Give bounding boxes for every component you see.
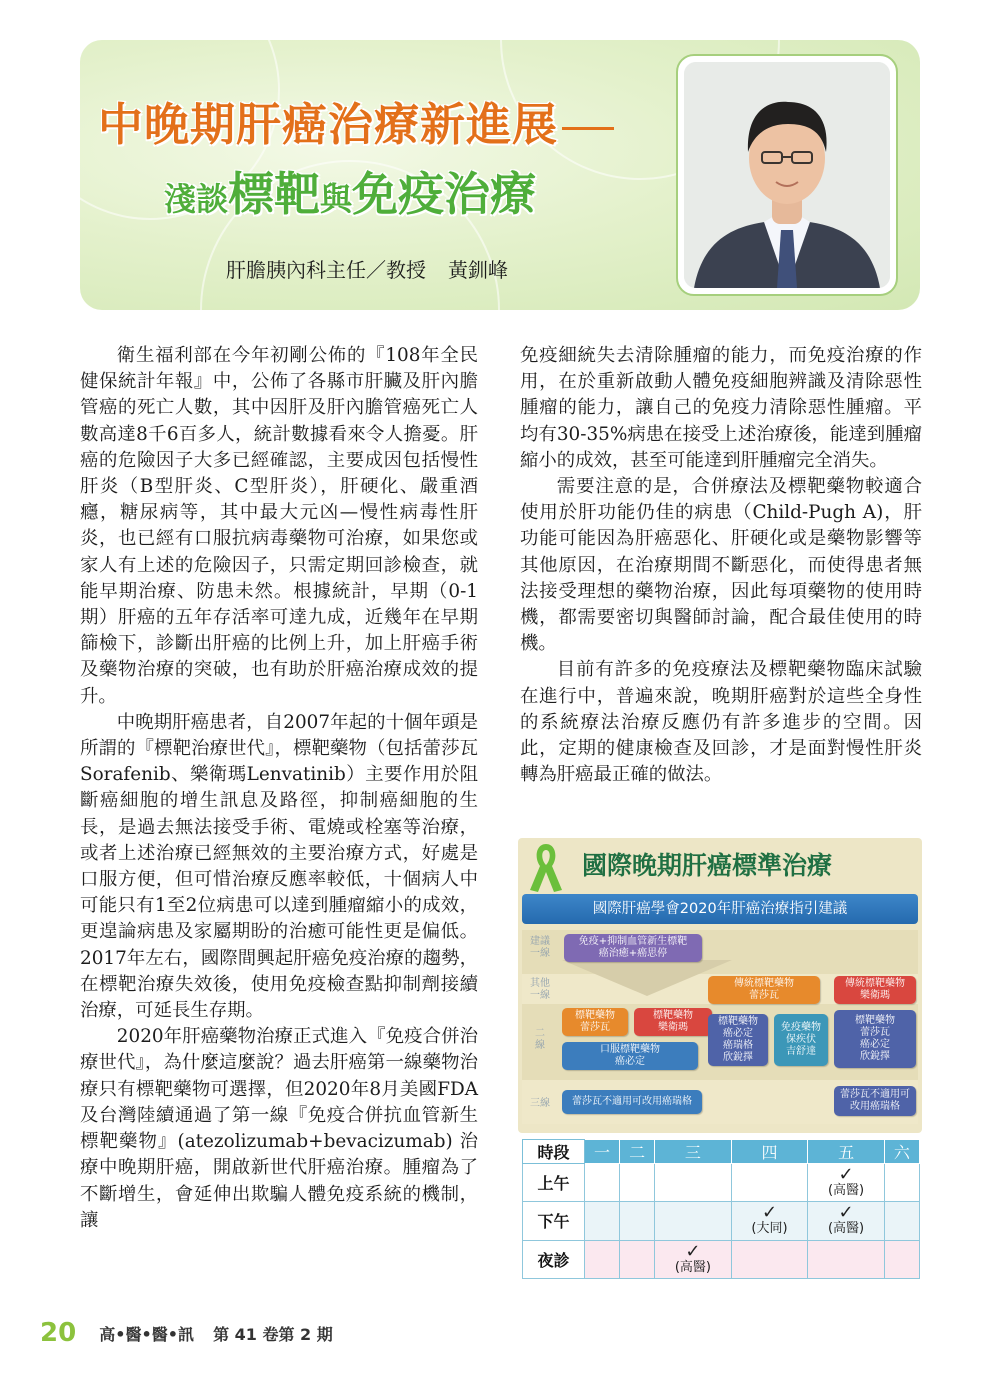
paragraph: 目前有許多的免疫療法及標靶藥物臨床試驗在進行中，普遍來說，晚期肝癌對於這些全身性的系統療法治療反應仍有許多進步的空間。因此，定期的健康檢查及回診，才是面對慢性肝炎轉為肝癌最正確的做法。 <box>520 659 922 786</box>
box-immune-drugs: 免疫藥物 保疾伏 吉舒達 <box>774 1014 828 1066</box>
schedule-header-cell: 五 <box>808 1140 885 1164</box>
schedule-header-cell: 時段 <box>523 1140 585 1164</box>
clinic-location: (高醫) <box>674 1259 711 1275</box>
schedule-cell <box>884 1164 919 1202</box>
schedule-header-cell: 三 <box>655 1140 732 1164</box>
author-byline <box>226 254 508 283</box>
box-immune-combo: 免疫+抑制血管新生標靶 癌治癒+癌思停 <box>564 934 702 962</box>
portrait-illustration <box>684 62 890 288</box>
schedule-cell <box>884 1240 919 1278</box>
author-name: 黃釧峰 <box>448 258 508 282</box>
schedule-row-evening <box>523 1240 920 1278</box>
schedule-header-row <box>523 1140 920 1164</box>
schedule-body <box>523 1164 920 1279</box>
schedule-cell <box>731 1164 808 1202</box>
schedule-cell <box>655 1164 732 1202</box>
page-number: 20 <box>40 1318 77 1348</box>
author-title: 肝膽胰內科主任／教授 <box>226 258 426 282</box>
box-third-line-a: 蕾莎瓦不適用可改用癌瑞格 <box>562 1090 702 1114</box>
right-text-column <box>520 343 922 788</box>
schedule-cell <box>884 1202 919 1240</box>
schedule-cell <box>585 1240 620 1278</box>
box-target-second-b: 標靶藥物 蕾莎瓦 癌必定 欣銳擇 <box>834 1010 916 1068</box>
schedule-header-cell: 二 <box>620 1140 655 1164</box>
schedule-row-morning <box>523 1164 920 1202</box>
paragraph: 中晚期肝癌患者，自2007年起的十個年頭是所謂的『標靶治療世代』，標靶藥物（包括蕾莎瓦Sorafenib、樂衛瑪Lenvatinib）主要作用於阻斷癌細胞的增生訊息及路徑，抑制癌細胞的生長，是過去無法接受手術、電燒或栓塞等治療，或者上述治療已經無效的主要治療方式，好處是口服方便，但可惜治療反應率較低，十個病人中可能只有1至2位病患可以達到腫瘤縮小的成效，更遑論病患及家屬期盼的治癒可能性更是偏低。2017年左右，國際間興起肝癌免疫治療的趨勢，在標靶治療失效後，使用免疫檢查點抑制劑接續治療，可延長生存期。 <box>80 711 478 1022</box>
schedule-time-label: 上午 <box>523 1164 585 1202</box>
schedule-cell <box>808 1164 885 1202</box>
schedule-cell <box>731 1202 808 1240</box>
clinic-location: (高醫) <box>827 1221 865 1237</box>
left-text-column <box>80 343 478 1234</box>
title-dash <box>562 127 614 130</box>
schedule-time-label: 下午 <box>523 1202 585 1240</box>
box-target-sorafenib: 標靶藥物 蕾莎瓦 <box>562 1008 628 1036</box>
clinic-location: (大同) <box>751 1221 788 1237</box>
schedule-cell <box>585 1202 620 1240</box>
arrow-down-icon <box>562 960 732 1000</box>
schedule-header-cell: 一 <box>585 1140 620 1164</box>
schedule-cell <box>620 1164 655 1202</box>
check-icon: ✓ <box>838 1164 854 1186</box>
schedule-header-cell: 六 <box>884 1140 919 1164</box>
infographic-title: 國際晚期肝癌標準治療 <box>582 851 833 880</box>
paragraph: 免疫細統失去清除腫瘤的能力，而免疫治療的作用，在於重新啟動人體免疫細胞辨識及清除惡性腫瘤的能力，讓自己的免疫力清除惡性腫瘤。平均有30-35%病患在接受上述治療後，能達到腫瘤縮小的成效，甚至可能達到肝腫瘤完全消失。 <box>520 345 922 471</box>
page-footer <box>40 1318 333 1352</box>
article-title: 中晚期肝癌治療新進展 <box>98 88 614 153</box>
clinic-schedule-table <box>522 1139 920 1279</box>
treatment-infographic <box>518 838 922 1133</box>
schedule-row-afternoon <box>523 1202 920 1240</box>
row-label-second-line: 二 線 <box>535 1028 545 1051</box>
schedule-cell <box>620 1240 655 1278</box>
box-target-second-a: 標靶藥物 癌必定 癌瑞格 欣銳擇 <box>708 1014 768 1066</box>
schedule-time-label: 夜診 <box>523 1240 585 1278</box>
schedule-cell <box>585 1164 620 1202</box>
box-target-lenvatinib: 標靶藥物 樂衛瑪 <box>634 1008 712 1036</box>
box-traditional-sorafenib: 傳統標靶藥物 蕾莎瓦 <box>708 976 820 1004</box>
journal-name: 高•醫•醫•訊 <box>99 1324 194 1344</box>
schedule-cell <box>808 1240 885 1278</box>
treatment-chart <box>522 930 918 1128</box>
schedule-cell <box>620 1202 655 1240</box>
schedule-cell <box>655 1240 732 1278</box>
paragraph: 2020年肝癌藥物治療正式進入『免疫合併治療世代』，為什麼這麼說？過去肝癌第一線藥物治療只有標靶藥物可選擇，但2020年8月美國FDA及台灣陸續通過了第一線『免疫合併抗血管新生標靶藥物』(atezolizumab+bevacizumab) 治療中晚期肝癌，開啟新世代肝癌治療。腫瘤為了不斷增生，會延伸出欺騙人體免疫系統的機制，讓 <box>80 1026 478 1231</box>
check-icon: ✓ <box>838 1202 854 1224</box>
row-label-other-first-line: 其他 一線 <box>530 978 550 1001</box>
guideline-bar: 國際肝癌學會2020年肝癌治療指引建議 <box>522 894 918 924</box>
row-label-first-line: 建議 一線 <box>530 936 550 959</box>
schedule-cell <box>655 1202 732 1240</box>
awareness-ribbon-icon <box>526 840 566 894</box>
paragraph: 衛生福利部在今年初剛公佈的『108年全民健保統計年報』中，公佈了各縣市肝臟及肝內膽管癌的死亡人數，其中因肝及肝內膽管癌死亡人數高達8千6百多人，統計數據看來令人擔憂。肝癌的危險因子大多已經確認，主要成因包括慢性肝炎（B型肝炎、C型肝炎），肝硬化、嚴重酒癮，糖尿病等，其中最大元凶—慢性病毒性肝炎，也已經有口服抗病毒藥物可治療，如果您或家人有上述的危險因子，只需定期回診檢查，就能早期治療、防患未然。根據統計，早期（0-1期）肝癌的五年存活率可達九成，近幾年在早期篩檢下，診斷出肝癌的比例上升，加上肝癌手術及藥物治療的突破，也有助於肝癌治療成效的提升。 <box>80 345 478 707</box>
clinic-location: (高醫) <box>827 1183 865 1199</box>
author-photo <box>684 62 890 288</box>
schedule-cell <box>808 1202 885 1240</box>
schedule-header-cell: 四 <box>731 1140 808 1164</box>
box-oral-target: 口服標靶藥物 癌必定 <box>562 1042 698 1070</box>
check-icon: ✓ <box>761 1202 778 1224</box>
box-third-line-b: 蕾莎瓦不適用可 改用癌瑞格 <box>834 1086 916 1116</box>
schedule-cell <box>731 1240 808 1278</box>
box-traditional-lenvatinib: 傳統標靶藥物 樂衛瑪 <box>834 976 916 1004</box>
check-icon: ✓ <box>685 1240 701 1262</box>
article-subtitle: 淺談標靶與免疫治療 <box>164 167 537 221</box>
author-photo-frame <box>676 54 898 296</box>
row-label-third-line: 三線 <box>530 1098 550 1109</box>
issue-number: 第 41 卷第 2 期 <box>213 1324 333 1344</box>
paragraph: 需要注意的是，合併療法及標靶藥物較適合使用於肝功能仍佳的病患（Child-Pugh A)，肝功能可能因為肝癌惡化、肝硬化或是藥物影響等其他原因，在治療期間不斷惡化，而使得患者無法接受理想的藥物治療，因此每項藥物的使用時機，都需要密切與醫師討論，配合最佳使用的時機。 <box>520 476 922 655</box>
